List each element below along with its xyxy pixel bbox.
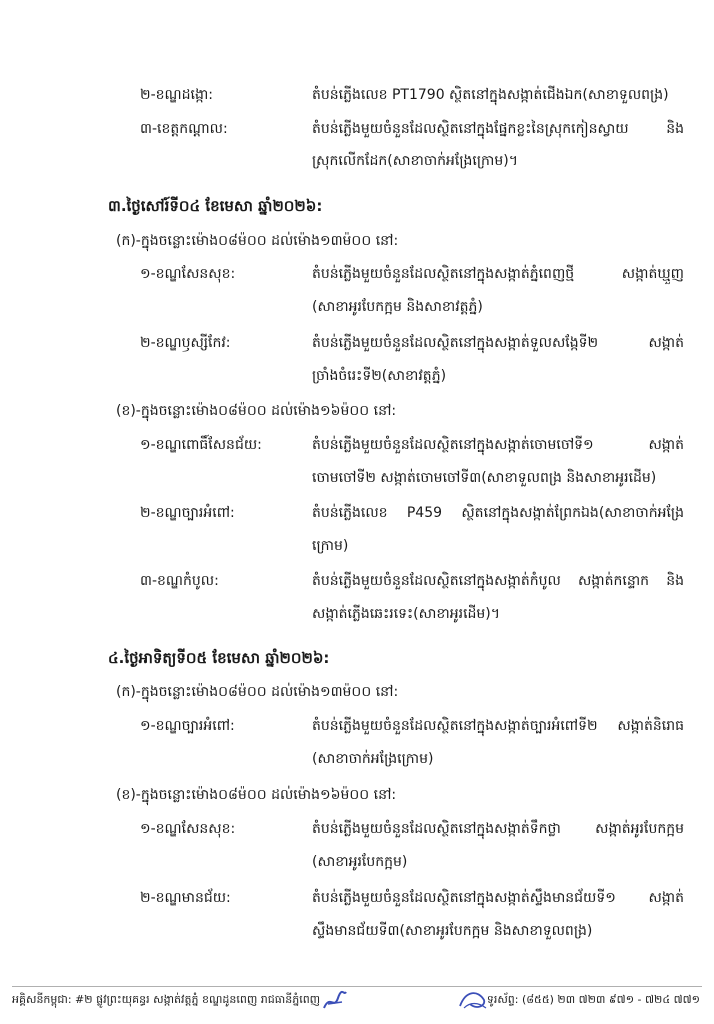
district-description-cont: ស្រុកលើកដែក(សាខាចាក់អង្រែក្រោម)។ <box>312 153 518 169</box>
district-description-cont: សង្កាត់ភ្លើងឆេះរទេះ(សាខាអូរដើម)។ <box>312 606 500 622</box>
time-period: (ក)-ក្នុងចន្លោះម៉ោង០៨ម៉០០ ដល់ម៉ោង១៣ម៉០០ នៅ: <box>116 684 399 700</box>
district-description-cont: (សាខាចាក់អង្រែក្រោម) <box>312 751 434 767</box>
district-label: ២-ខណ្ឌច្បារអំពៅ: <box>140 505 235 521</box>
day-heading: ៣.ថ្ងៃសៅរ៍ទី០៤ ខែមេសា ឆ្នាំ២០២៦: <box>108 197 323 215</box>
district-description: តំបន់ភ្លើងលេខ PT1790 ស្ថិតនៅក្នុងសង្កាត់ជើងឯក(សាខាទួលពង្រ) <box>312 87 669 103</box>
district-label: ៣-ខណ្ឌកំបូល: <box>140 573 219 589</box>
district-description: តំបន់ភ្លើងមួយចំនួនដែលស្ថិតនៅក្នុងសង្កាត់ស្ទឹងមានជ័យទី១ សង្កាត់ <box>312 890 684 906</box>
district-label: ១-ខណ្ឌពោធិ៍សែនជ័យ: <box>140 437 262 453</box>
district-description-cont: ក្រោម) <box>312 538 349 554</box>
district-description: តំបន់ភ្លើងមួយចំនួនដែលស្ថិតនៅក្នុងផ្នែកខ្លះនៃស្រុកកៀនស្វាយ និង <box>312 121 684 137</box>
district-description: តំបន់ភ្លើងលេខ P459 ស្ថិតនៅក្នុងសង្កាត់ព្រែកឯង(សាខាចាក់អង្រែ <box>312 505 684 521</box>
district-label: ២-ខណ្ឌឫស្សីកែវ: <box>140 335 231 351</box>
footer-divider <box>12 986 702 987</box>
district-description-cont: ស្ទឹងមានជ័យទី៣(សាខាអូរបែកក្អម និងសាខាទួលពង្រ) <box>312 923 593 939</box>
district-label: ២-ខណ្ឌមានជ័យ: <box>140 890 231 906</box>
district-description: តំបន់ភ្លើងមួយចំនួនដែលស្ថិតនៅក្នុងសង្កាត់កំបូល សង្កាត់កន្ទោក និង <box>312 573 684 589</box>
district-label: ១-ខណ្ឌសែនសុខ: <box>140 821 236 837</box>
district-description: តំបន់ភ្លើងមួយចំនួនដែលស្ថិតនៅក្នុងសង្កាត់ទឹកថ្លា សង្កាត់អូរបែកក្អម <box>312 821 684 837</box>
day-heading: ៤.ថ្ងៃអាទិត្យទី០៥ ខែមេសា ឆ្នាំ២០២៦: <box>108 649 330 667</box>
district-label: ៣-ខេត្តកណ្តាល: <box>140 121 228 137</box>
district-label: ២-ខណ្ឌដង្កោ: <box>140 87 214 103</box>
district-description: តំបន់ភ្លើងមួយចំនួនដែលស្ថិតនៅក្នុងសង្កាត់ភ្នំពេញថ្មី សង្កាត់ឃ្មួញ <box>312 266 684 282</box>
district-description: តំបន់ភ្លើងមួយចំនួនដែលស្ថិតនៅក្នុងសង្កាត់ច្បារអំពៅទី២ សង្កាត់និរោធ <box>312 718 684 734</box>
district-description: តំបន់ភ្លើងមួយចំនួនដែលស្ថិតនៅក្នុងសង្កាត់ទួលសង្កែទី២ សង្កាត់ <box>312 335 684 351</box>
district-description-cont: ចោមចៅទី២ សង្កាត់ចោមចៅទី៣(សាខាទួលពង្រ និងសាខាអូរដើម) <box>312 470 657 486</box>
signature-mark-icon <box>322 990 348 1012</box>
time-period: (ក)-ក្នុងចន្លោះម៉ោង០៨ម៉០០ ដល់ម៉ោង១៣ម៉០០ នៅ: <box>116 233 399 249</box>
time-period: (ខ)-ក្នុងចន្លោះម៉ោង០៨ម៉០០ ដល់ម៉ោង១៦ម៉០០ នៅ: <box>116 403 397 419</box>
footer-address: អគ្គិសនីកម្ពុជា: #២ ផ្លូវព្រះយុគន្ធរ សង្កាត់វត្តភ្នំ ខណ្ឌដូនពេញ រាជធានីភ្នំពេញ <box>12 993 321 1006</box>
district-label: ១-ខណ្ឌច្បារអំពៅ: <box>140 718 235 734</box>
district-description-cont: (សាខាអូរបែកក្អម និងសាខាវត្តភ្នំ) <box>312 299 483 315</box>
district-description-cont: ច្រាំងចំរេះទី២(សាខាវត្តភ្នំ) <box>312 368 447 384</box>
footer-phone: ទូរស័ព្ទ: (៨៥៥) ២៣ ៧២៣ ៩៧១ - ៧២៤ ៧៧១ <box>486 993 700 1006</box>
district-description: តំបន់ភ្លើងមួយចំនួនដែលស្ថិតនៅក្នុងសង្កាត់ចោមចៅទី១ សង្កាត់ <box>312 437 684 453</box>
district-description-cont: (សាខាអូរបែកក្អម) <box>312 854 408 870</box>
time-period: (ខ)-ក្នុងចន្លោះម៉ោង០៨ម៉០០ ដល់ម៉ោង១៦ម៉០០ នៅ: <box>116 787 397 803</box>
logo-swirl-icon <box>456 988 490 1012</box>
district-label: ១-ខណ្ឌសែនសុខ: <box>140 266 236 282</box>
